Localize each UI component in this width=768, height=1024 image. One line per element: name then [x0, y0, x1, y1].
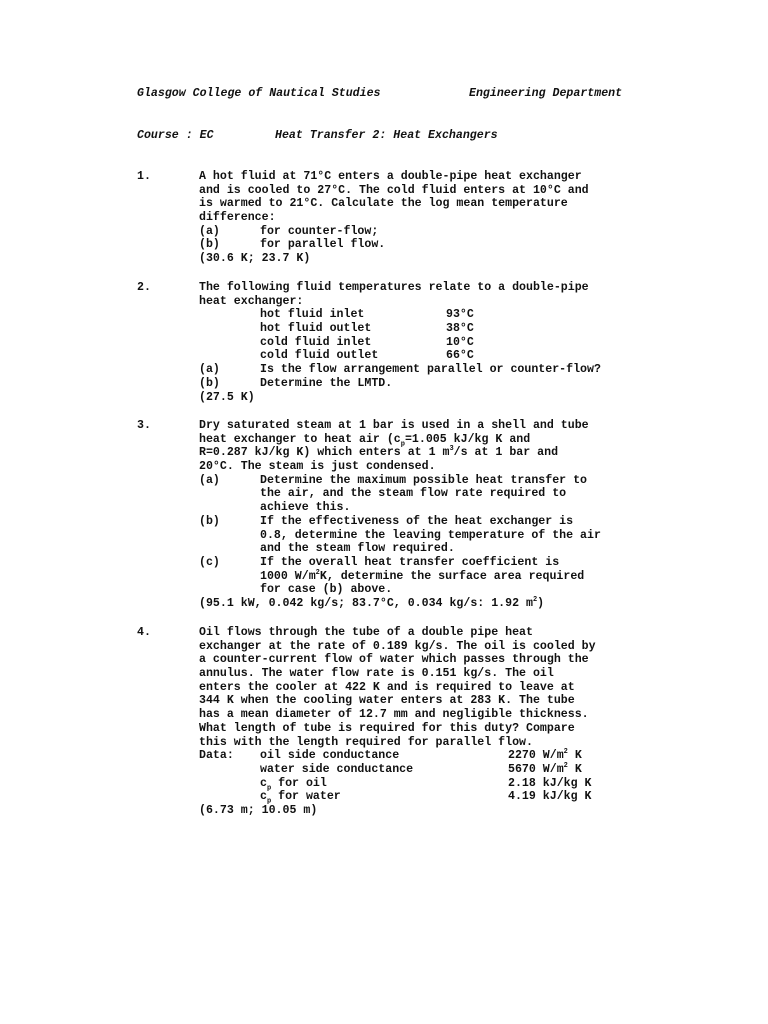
- sub-question-c: [199, 556, 649, 570]
- sub-question-label: (a): [199, 473, 220, 487]
- sub-question-text: achieve this.: [260, 501, 351, 515]
- answer-text: (30.6 K; 23.7 K): [199, 252, 311, 266]
- question-text-line: [199, 433, 649, 447]
- sub-question-text: for counter-flow;: [260, 224, 379, 238]
- question-text-line: a counter-current flow of water which passes through the: [199, 653, 589, 667]
- text-fragment: for water: [271, 790, 341, 804]
- superscript: 2: [563, 762, 568, 771]
- question-text-line: enters the cooler at 422 K and is required to leave at: [199, 680, 575, 694]
- sub-question-b: [199, 515, 649, 529]
- temperature-row: [199, 322, 649, 336]
- sub-question-text: Is the flow arrangement parallel or counter-flow?: [260, 363, 601, 377]
- sub-question-label: (b): [199, 514, 220, 528]
- sub-question-a: [199, 474, 649, 488]
- sub-question-text: and the steam flow required.: [260, 542, 455, 556]
- question-text-line: 344 K when the cooling water enters at 283 K. The tube: [199, 694, 575, 708]
- data-name: oil side conductance: [260, 749, 400, 763]
- question-text-line: A hot fluid at 71°C enters a double-pipe heat exchanger: [199, 170, 582, 183]
- data-label-spacer: [199, 763, 260, 777]
- data-label: Data:: [199, 749, 234, 763]
- data-name: [260, 790, 508, 804]
- temperature-label: cold fluid outlet: [260, 349, 379, 363]
- data-value: [508, 749, 582, 763]
- sub-question-b: [199, 377, 649, 391]
- question-text-line: Dry saturated steam at 1 bar is used in a shell and tube: [199, 419, 589, 432]
- question-text-line: annulus. The water flow rate is 0.151 kg/s. The oil: [199, 667, 554, 681]
- sub-question-text: for parallel flow.: [260, 238, 386, 252]
- temperature-label: hot fluid inlet: [260, 308, 365, 322]
- question-text-line: heat exchanger:: [199, 294, 304, 308]
- question-1: [199, 170, 649, 266]
- superscript: 3: [449, 445, 454, 454]
- text-fragment: heat exchanger to heat air (c: [199, 432, 401, 446]
- text-fragment: =1.005 kJ/kg K and: [404, 432, 531, 446]
- data-label-spacer: [199, 790, 260, 804]
- text-fragment: K: [567, 762, 582, 776]
- question-4: [199, 626, 649, 818]
- sub-question-b: [199, 238, 649, 252]
- sub-question-text: for case (b) above.: [260, 583, 393, 597]
- sub-question-label: (b): [199, 238, 220, 252]
- question-text-line: What length of tube is required for this duty? Compare: [199, 721, 575, 735]
- temperature-value: 38°C: [446, 322, 474, 336]
- question-text-line: 20°C. The steam is just condensed.: [199, 460, 436, 474]
- temperature-row: [199, 349, 649, 363]
- subscript: p: [266, 783, 272, 792]
- question-text-line: is warmed to 21°C. Calculate the log mean temperature: [199, 197, 568, 211]
- question-text-line: [199, 446, 649, 460]
- sub-question-label: (a): [199, 363, 220, 377]
- data-row: [199, 790, 649, 804]
- answer-text: [199, 597, 649, 611]
- answer-text: (6.73 m; 10.05 m): [199, 803, 318, 817]
- temperature-value: 93°C: [446, 308, 474, 322]
- superscript: 2: [315, 568, 320, 577]
- answer-text: (27.5 K): [199, 390, 255, 404]
- question-text-line: has a mean diameter of 12.7 mm and negligible thickness.: [199, 708, 589, 722]
- question-2-number: 2.: [137, 281, 151, 294]
- sub-question-text: [199, 570, 649, 584]
- data-value: [508, 763, 582, 777]
- sub-question-text: Determine the maximum possible heat transfer to: [260, 473, 587, 487]
- temperature-label: hot fluid outlet: [260, 322, 372, 336]
- temperature-value: 10°C: [446, 335, 474, 349]
- text-fragment: R=0.287 kJ/kg K) which enters at 1 m: [199, 446, 450, 460]
- sub-question-text: Determine the LMTD.: [260, 376, 393, 390]
- temperature-value: 66°C: [446, 349, 474, 363]
- question-text-line: and is cooled to 27°C. The cold fluid enters at 10°C and: [199, 183, 589, 197]
- question-text-line: this with the length required for parallel flow.: [199, 735, 533, 749]
- question-4-number: 4.: [137, 626, 151, 639]
- sub-question-text: If the effectiveness of the heat exchanger is: [260, 514, 574, 528]
- temperature-row: [199, 308, 649, 322]
- text-fragment: c: [260, 790, 267, 804]
- question-3: [199, 419, 649, 611]
- data-row: [199, 777, 649, 791]
- text-fragment: ): [537, 596, 545, 610]
- college-name: Glasgow College of Nautical Studies: [137, 87, 381, 100]
- question-2: [199, 281, 649, 404]
- sub-question-label: (a): [199, 224, 220, 238]
- data-name: water side conductance: [260, 762, 414, 776]
- question-text-line: difference:: [199, 211, 276, 225]
- text-fragment: /s at 1 bar and: [453, 446, 559, 460]
- temperature-row: [199, 336, 649, 350]
- text-fragment: 1000 W/m: [260, 569, 316, 583]
- document-title: Heat Transfer 2: Heat Exchangers: [275, 129, 498, 142]
- text-fragment: for oil: [271, 776, 327, 790]
- data-value: 2.18 kJ/kg K: [508, 776, 592, 790]
- data-value: 4.19 kJ/kg K: [508, 790, 592, 804]
- sub-question-text: If the overall heat transfer coefficient is: [260, 555, 560, 569]
- superscript: 2: [563, 748, 568, 757]
- question-text-line: Oil flows through the tube of a double pipe heat: [199, 626, 533, 639]
- question-3-number: 3.: [137, 419, 151, 432]
- temperature-label: cold fluid inlet: [260, 335, 372, 349]
- department-name: Engineering Department: [469, 87, 623, 100]
- text-fragment: 2270 W/m: [508, 749, 564, 763]
- data-label-spacer: [199, 777, 260, 791]
- text-fragment: 5670 W/m: [508, 762, 564, 776]
- sub-question-label: (b): [199, 376, 220, 390]
- text-fragment: K: [567, 749, 582, 763]
- subscript: p: [266, 797, 272, 806]
- data-row: [199, 763, 649, 777]
- text-fragment: (95.1 kW, 0.042 kg/s; 83.7°C, 0.034 kg/s: 1.92 m: [199, 596, 533, 610]
- sub-question-text: 0.8, determine the leaving temperature of the air: [260, 528, 601, 542]
- text-fragment: c: [260, 776, 267, 790]
- superscript: 2: [532, 596, 538, 605]
- data-row: [199, 749, 649, 763]
- question-1-number: 1.: [137, 170, 151, 183]
- sub-question-a: [199, 225, 649, 239]
- course-code: Course : EC: [137, 129, 214, 142]
- sub-question-a: [199, 363, 649, 377]
- subscript: p: [400, 440, 405, 448]
- sub-question-label: (c): [199, 555, 220, 569]
- question-text-line: exchanger at the rate of 0.189 kg/s. The oil is cooled by: [199, 639, 596, 653]
- sub-question-text: the air, and the steam flow rate required to: [260, 487, 567, 501]
- question-text-line: The following fluid temperatures relate to a double-pipe: [199, 281, 589, 294]
- data-name: [260, 777, 508, 791]
- text-fragment: K, determine the surface area required: [319, 569, 585, 583]
